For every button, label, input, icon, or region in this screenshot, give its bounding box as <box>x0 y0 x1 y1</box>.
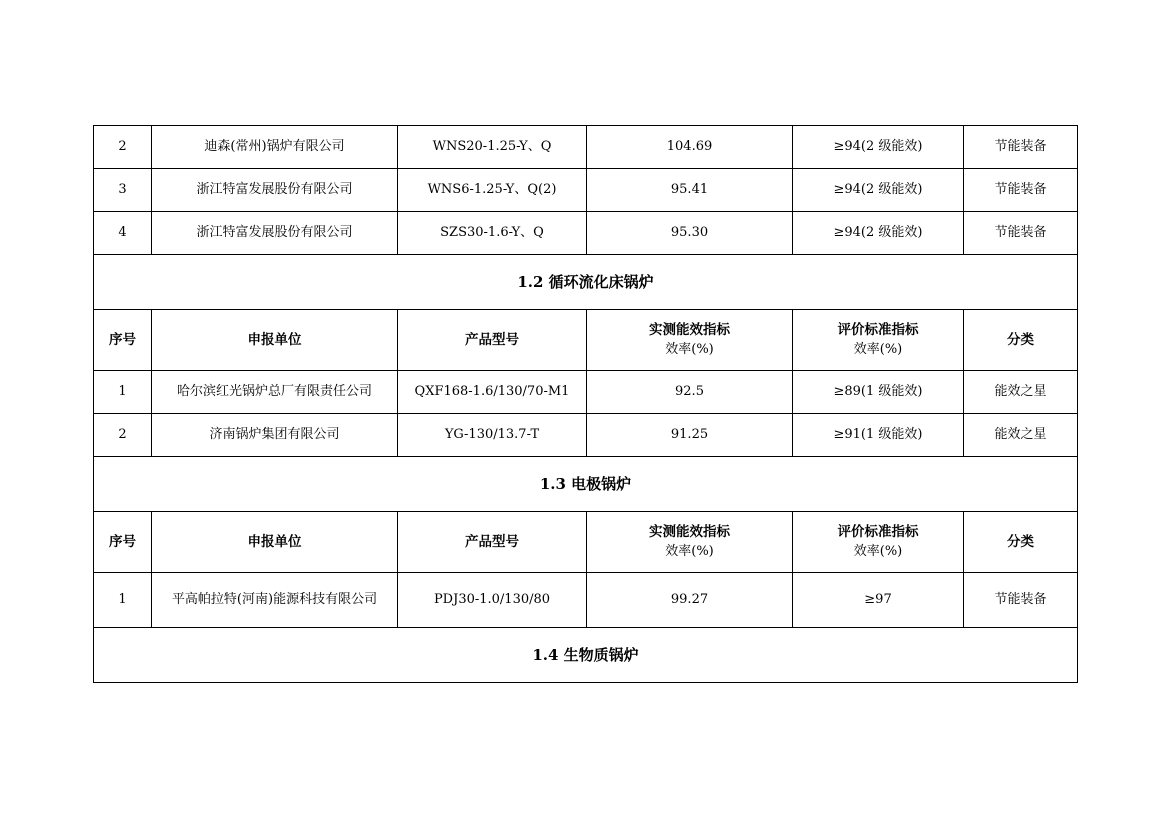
header-standard <box>793 310 964 371</box>
table-row <box>94 371 1078 414</box>
company-cell: 平高帕拉特(河南)能源科技有限公司 <box>152 573 398 628</box>
company-cell: 浙江特富发展股份有限公司 <box>152 212 398 255</box>
measured-cell: 99.27 <box>587 573 793 628</box>
table-row <box>94 414 1078 457</box>
table-header-row <box>94 512 1078 573</box>
header-standard-sub: 效率(%) <box>853 544 903 559</box>
measured-cell: 95.41 <box>587 169 793 212</box>
category-cell: 能效之星 <box>964 414 1078 457</box>
header-category: 分类 <box>964 310 1078 371</box>
row-number: 1 <box>94 573 152 628</box>
header-standard-sub: 效率(%) <box>853 342 903 357</box>
header-no: 序号 <box>94 512 152 573</box>
model-cell: WNS20-1.25-Y、Q <box>398 126 587 169</box>
energy-efficiency-table <box>93 125 1078 683</box>
company-cell: 迪森(常州)锅炉有限公司 <box>152 126 398 169</box>
standard-cell: ≥94(2 级能效) <box>793 212 964 255</box>
header-measured-label: 实测能效指标 <box>649 524 730 540</box>
measured-cell: 95.30 <box>587 212 793 255</box>
category-cell: 节能装备 <box>964 169 1078 212</box>
company-cell: 济南锅炉集团有限公司 <box>152 414 398 457</box>
measured-cell: 92.5 <box>587 371 793 414</box>
table-row <box>94 169 1078 212</box>
model-cell: PDJ30-1.0/130/80 <box>398 573 587 628</box>
model-cell: YG-130/13.7-T <box>398 414 587 457</box>
header-measured-label: 实测能效指标 <box>649 322 730 338</box>
model-cell: QXF168-1.6/130/70-M1 <box>398 371 587 414</box>
header-no: 序号 <box>94 310 152 371</box>
standard-cell: ≥97 <box>793 573 964 628</box>
header-measured <box>587 512 793 573</box>
category-cell: 能效之星 <box>964 371 1078 414</box>
row-number: 1 <box>94 371 152 414</box>
header-standard <box>793 512 964 573</box>
company-cell: 哈尔滨红光锅炉总厂有限责任公司 <box>152 371 398 414</box>
header-standard-label: 评价标准指标 <box>837 322 919 338</box>
header-category: 分类 <box>964 512 1078 573</box>
table-header-row <box>94 310 1078 371</box>
section-heading-row <box>94 628 1078 683</box>
section-title: 1.2 循环流化床锅炉 <box>94 255 1078 310</box>
section-title: 1.3 电极锅炉 <box>94 457 1078 512</box>
header-company: 申报单位 <box>152 310 398 371</box>
header-company: 申报单位 <box>152 512 398 573</box>
standard-cell: ≥89(1 级能效) <box>793 371 964 414</box>
row-number: 3 <box>94 169 152 212</box>
category-cell: 节能装备 <box>964 126 1078 169</box>
section-heading-row <box>94 457 1078 512</box>
section-heading-row <box>94 255 1078 310</box>
model-cell: SZS30-1.6-Y、Q <box>398 212 587 255</box>
row-number: 4 <box>94 212 152 255</box>
category-cell: 节能装备 <box>964 212 1078 255</box>
header-measured-sub: 效率(%) <box>665 342 714 357</box>
header-model: 产品型号 <box>398 310 587 371</box>
row-number: 2 <box>94 126 152 169</box>
header-measured <box>587 310 793 371</box>
measured-cell: 104.69 <box>587 126 793 169</box>
table-row <box>94 212 1078 255</box>
section-title: 1.4 生物质锅炉 <box>94 628 1078 683</box>
row-number: 2 <box>94 414 152 457</box>
standard-cell: ≥94(2 级能效) <box>793 126 964 169</box>
standard-cell: ≥94(2 级能效) <box>793 169 964 212</box>
company-cell: 浙江特富发展股份有限公司 <box>152 169 398 212</box>
header-standard-label: 评价标准指标 <box>837 524 919 540</box>
table-row <box>94 573 1078 628</box>
category-cell: 节能装备 <box>964 573 1078 628</box>
table-row <box>94 126 1078 169</box>
measured-cell: 91.25 <box>587 414 793 457</box>
header-measured-sub: 效率(%) <box>665 544 714 559</box>
header-model: 产品型号 <box>398 512 587 573</box>
standard-cell: ≥91(1 级能效) <box>793 414 964 457</box>
model-cell: WNS6-1.25-Y、Q(2) <box>398 169 587 212</box>
